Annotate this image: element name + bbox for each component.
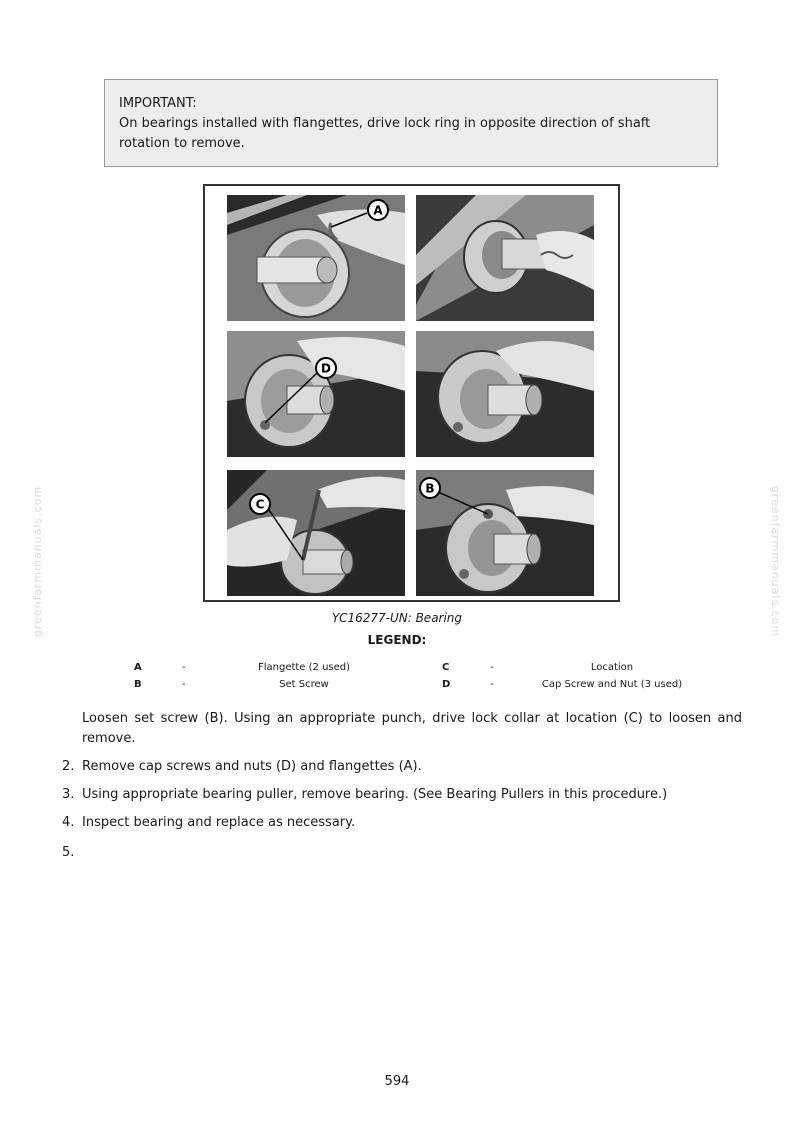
photo-panel-1 — [227, 195, 405, 321]
photo-panel-5 — [227, 470, 405, 596]
legend-desc: Flangette (2 used) — [257, 662, 351, 673]
legend-key: A — [134, 662, 142, 673]
legend-title: LEGEND: — [367, 633, 427, 647]
step-2-number: 2. — [62, 759, 75, 774]
bearing-figure — [203, 184, 620, 602]
callout-a: A — [373, 203, 383, 218]
watermark-right: greenfarmmanuals.com — [769, 485, 783, 638]
legend-key: D — [442, 679, 451, 690]
legend-desc: Set Screw — [279, 679, 329, 690]
callout-b: B — [425, 481, 435, 496]
step-2-text: Remove cap screws and nuts (D) and flangettes (A). — [82, 759, 422, 774]
legend-row-2 — [0, 678, 794, 692]
step-3-number: 3. — [62, 787, 75, 802]
important-notice — [104, 79, 718, 167]
photo-panel-2 — [416, 195, 594, 321]
watermark-left: greenfarmmanuals.com — [31, 485, 45, 638]
legend-desc: Cap Screw and Nut (3 used) — [541, 679, 683, 690]
legend-dash: - — [182, 679, 186, 690]
important-heading: IMPORTANT: — [119, 96, 197, 111]
page-number: 594 — [384, 1074, 410, 1089]
photo-panel-4 — [416, 331, 594, 457]
step-4-text: Inspect bearing and replace as necessary. — [82, 815, 356, 830]
step-5-number: 5. — [62, 845, 75, 860]
figure-caption: YC16277-UN: Bearing — [331, 611, 463, 625]
photo-panel-6 — [416, 470, 594, 596]
legend-dash: - — [490, 679, 494, 690]
photo-panel-3 — [227, 331, 405, 457]
legend-key: C — [442, 662, 450, 673]
legend-desc: Location — [590, 662, 634, 673]
step-3-text: Using appropriate bearing puller, remove bearing. (See Bearing Pullers in this procedure.) — [82, 787, 668, 802]
callout-c: C — [255, 497, 265, 512]
legend-key: B — [134, 679, 142, 690]
callout-d: D — [321, 361, 331, 376]
legend-dash: - — [182, 662, 186, 673]
legend-row-1 — [0, 661, 794, 675]
important-text: On bearings installed with flangettes, drive lock ring in opposite direction of shaft rotation to remove. — [119, 116, 651, 151]
legend-dash: - — [490, 662, 494, 673]
step-4-number: 4. — [62, 815, 75, 830]
step-1-text: Loosen set screw (B). Using an appropriate punch, drive lock collar at location (C) to loosen and remove. — [82, 711, 742, 746]
